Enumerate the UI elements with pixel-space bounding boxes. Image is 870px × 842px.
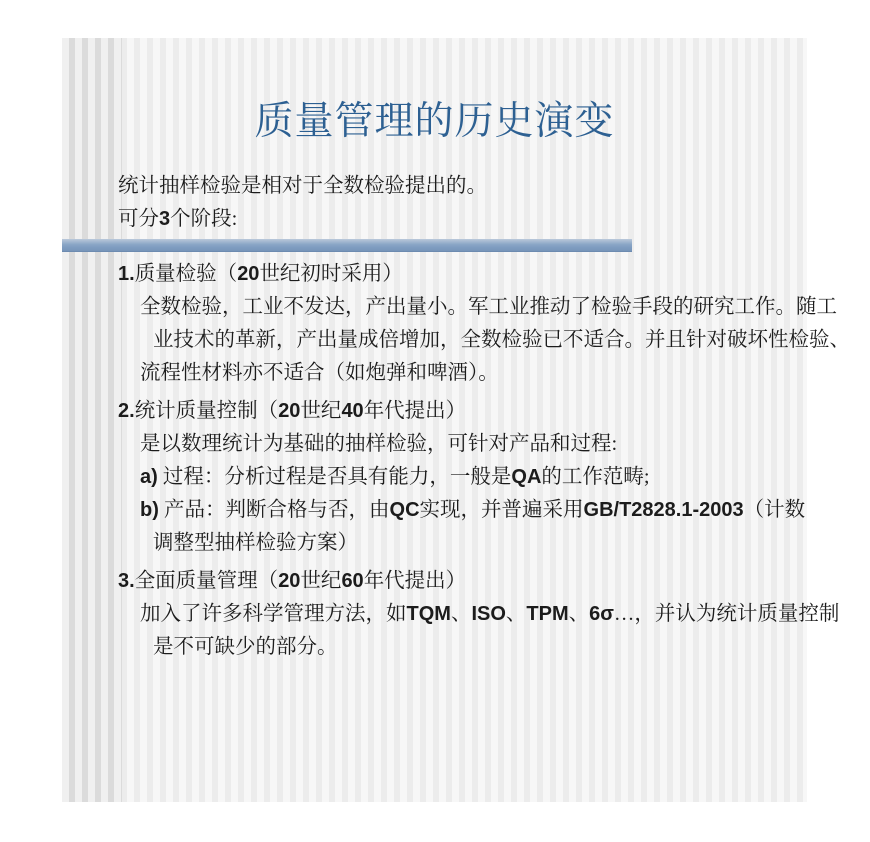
text-segment: 世纪 xyxy=(300,570,342,592)
body-line xyxy=(118,527,801,560)
text-segment: 统计质量控制（ xyxy=(134,400,279,422)
text-segment-bold: b) xyxy=(140,499,159,521)
slide-left-stripe-band xyxy=(62,38,122,802)
text-segment: 过程：分析过程是否具有能力，一般是 xyxy=(157,466,512,488)
text-segment-bold: 1. xyxy=(118,263,135,285)
text-segment: 是不可缺少的部分。 xyxy=(153,636,338,658)
text-segment: 年代提出） xyxy=(363,570,467,592)
text-segment: 的工作范畴; xyxy=(541,466,650,488)
body-line xyxy=(118,203,801,236)
text-segment-bold: ISO xyxy=(471,603,506,625)
text-segment-bold: TPM xyxy=(526,603,569,625)
text-segment: 年代提出） xyxy=(363,400,467,422)
body-line xyxy=(118,631,801,664)
text-segment: 统计抽样检验是相对于全数检验提出的。 xyxy=(118,175,487,197)
text-segment-bold: TQM xyxy=(406,603,451,625)
text-segment: 全面质量管理（ xyxy=(134,570,279,592)
text-segment: 流程性材料亦不适合（如炮弹和啤酒）。 xyxy=(140,362,499,384)
text-segment: 是以数理统计为基础的抽样检验，可针对产品和过程: xyxy=(140,433,618,455)
body-line-section-heading xyxy=(118,258,801,291)
body-line xyxy=(118,428,801,461)
text-segment: （计数 xyxy=(743,499,806,521)
text-segment: 、 xyxy=(505,603,527,625)
text-segment-bold: 3 xyxy=(159,208,171,230)
text-segment-bold: QC xyxy=(389,499,420,521)
body-line xyxy=(118,494,806,527)
text-segment-bold: a) xyxy=(140,466,158,488)
text-segment-bold: 3. xyxy=(118,570,135,592)
body-line xyxy=(118,170,801,203)
text-segment: 、 xyxy=(450,603,472,625)
text-segment: 实现，并普遍采用 xyxy=(419,499,584,521)
text-segment-bold: 40 xyxy=(341,400,364,422)
text-segment-bold: 20 xyxy=(278,400,301,422)
text-segment: 个阶段: xyxy=(170,208,238,230)
slide-body xyxy=(118,170,850,664)
text-segment: 、 xyxy=(568,603,590,625)
text-segment-bold: 6σ xyxy=(589,603,614,625)
text-segment: 世纪 xyxy=(300,400,342,422)
body-line-section-heading xyxy=(118,395,801,428)
body-line xyxy=(118,598,840,631)
text-segment: 调整型抽样检验方案） xyxy=(153,532,358,554)
text-segment: 加入了许多科学管理方法，如 xyxy=(140,603,407,625)
text-segment-bold: QA xyxy=(511,466,542,488)
slide-title: 质量管理的历史演变 xyxy=(254,100,615,143)
text-segment-bold: 20 xyxy=(278,570,301,592)
text-segment-bold: 2. xyxy=(118,400,135,422)
text-segment: 产品：判断合格与否，由 xyxy=(158,499,390,521)
text-segment: …，并认为统计质量控制 xyxy=(613,603,840,625)
text-segment: 世纪初时采用） xyxy=(259,263,403,285)
text-segment-bold: 60 xyxy=(341,570,364,592)
body-line-section-heading xyxy=(118,565,801,598)
body-line xyxy=(118,324,850,357)
text-segment: 质量检验（ xyxy=(134,263,238,285)
section-divider-bar xyxy=(62,239,632,252)
slide-canvas xyxy=(62,38,850,802)
text-segment-bold: GB/T2828.1-2003 xyxy=(583,499,744,521)
body-line xyxy=(118,291,837,324)
body-line xyxy=(118,461,801,494)
text-segment-bold: 20 xyxy=(237,263,260,285)
text-segment: 业技术的革新，产出量成倍增加，全数检验已不适合。并且针对破坏性检验、 xyxy=(153,329,850,351)
text-segment: 可分 xyxy=(118,208,159,230)
text-segment: 全数检验，工业不发达，产出量小。军工业推动了检验手段的研究工作。随工 xyxy=(140,296,837,318)
body-line xyxy=(118,357,801,390)
